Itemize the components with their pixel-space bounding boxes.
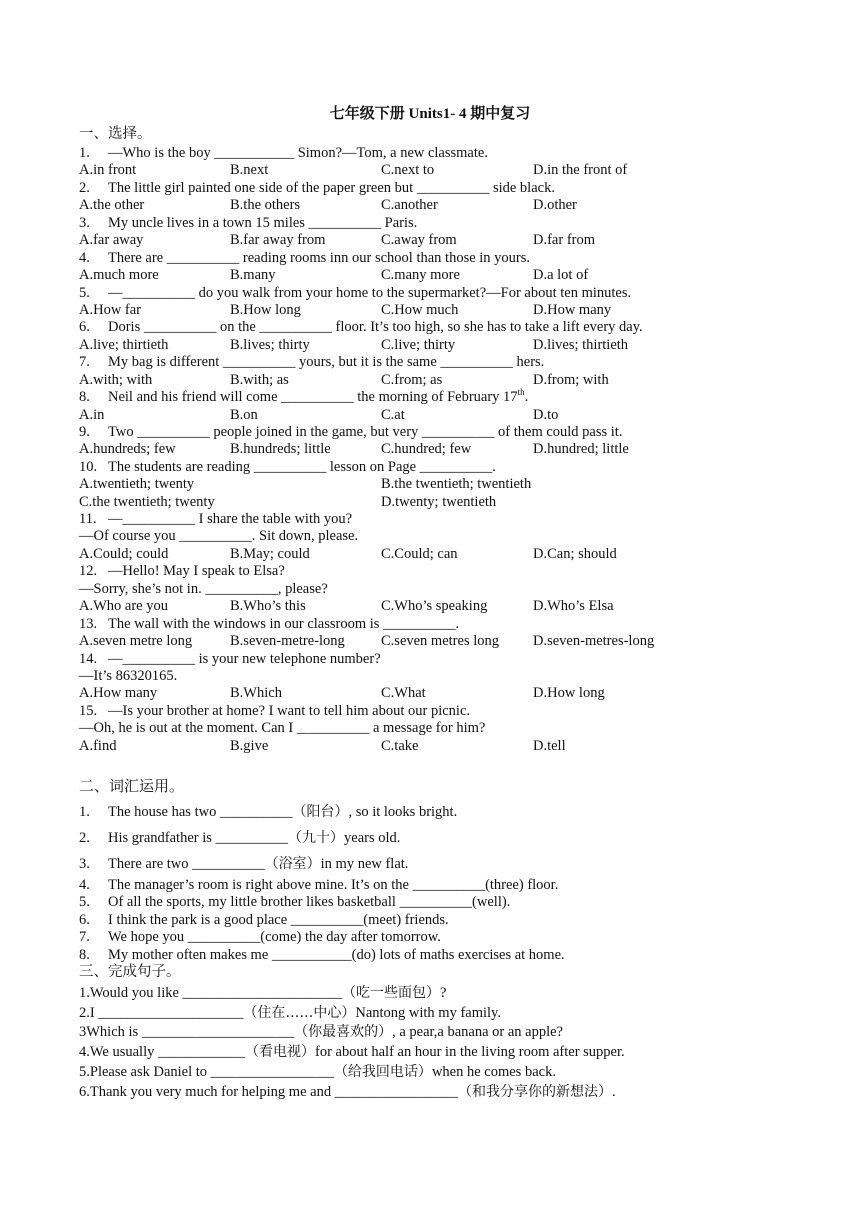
vocab-item-3: 3. There are two __________（浴室）in my new flat.	[79, 856, 409, 872]
option-c: C.seven metres long	[381, 633, 499, 649]
option-c: C.many more	[381, 267, 460, 283]
option-a: A.hundreds; few	[79, 441, 176, 457]
option-d: D.a lot of	[533, 267, 589, 283]
question-text: —__________ is your new telephone number?	[108, 651, 381, 667]
chinese-hint: （九十）	[288, 830, 345, 846]
vocab-item-2: 2. His grandfather is __________（九十）years old.	[79, 830, 401, 846]
option-d: D.tell	[533, 738, 566, 754]
option-b: B.on	[230, 407, 258, 423]
question-text: —__________ I share the table with you?	[108, 511, 353, 527]
question-2	[79, 180, 555, 197]
option-b: B.many	[230, 267, 276, 283]
question-13	[79, 616, 459, 633]
option-d: D.far from	[533, 232, 596, 248]
option-a: A.Who are you	[79, 598, 168, 614]
option-b: B.Which	[230, 685, 282, 701]
sentence-item-3: 3Which is _____________________（你最喜欢的）, a pear,a banana or an apple?	[79, 1024, 563, 1040]
question-text: My bag is different __________ yours, but it is the same __________ hers.	[108, 354, 545, 370]
option-d: D.in the front of	[533, 162, 628, 178]
worksheet-title: 七年级下册 Units1- 4 期中复习	[329, 106, 531, 122]
question-number: 9.	[79, 424, 90, 440]
question-text: Two __________ people joined in the game, but very __________ of them could pass it.	[108, 424, 623, 440]
question-text: The little girl painted one side of the paper green but __________ side black.	[108, 180, 555, 196]
question-11-reply: —Of course you __________. Sit down, please.	[79, 528, 359, 544]
question-number: 3.	[79, 215, 90, 231]
sentence-item-4: 4.We usually ____________（看电视）for about half an hour in the living room after supper.	[79, 1044, 625, 1060]
option-a: A.much more	[79, 267, 159, 283]
question-text: —Who is the boy ___________ Simon?—Tom, a new classmate.	[108, 145, 488, 161]
question-number: 10.	[79, 459, 98, 475]
chinese-hint: （住在……中心）	[243, 1005, 356, 1021]
option-c: C.at	[381, 407, 405, 423]
option-c: C.take	[381, 738, 419, 754]
option-d: D.from; with	[533, 372, 609, 388]
chinese-hint: （和我分享你的新想法）	[457, 1084, 612, 1100]
question-3	[79, 215, 417, 232]
question-15	[79, 703, 470, 720]
question-number: 2.	[79, 180, 90, 196]
question-5	[79, 285, 631, 302]
option-c: C.What	[381, 685, 426, 701]
vocab-item-1: 1. The house has two __________（阳台）, so it looks bright.	[79, 804, 458, 820]
question-12-reply: —Sorry, she’s not in. __________, please?	[79, 581, 328, 597]
question-text: —Hello! May I speak to Elsa?	[108, 563, 285, 579]
vocab-item-7: 7. We hope you __________(come) the day after tomorrow.	[79, 929, 441, 945]
question-number: 15.	[79, 703, 98, 719]
option-b: B.How long	[230, 302, 301, 318]
option-c: C.away from	[381, 232, 457, 248]
section3-heading: 三、完成句子。	[79, 964, 181, 980]
question-text: Doris __________ on the __________ floor. It’s too high, so she has to take a lift every day.	[108, 319, 643, 335]
option-d: D.Can; should	[533, 546, 617, 562]
question-number: 1.	[79, 145, 90, 161]
question-9	[79, 424, 622, 441]
chinese-hint: （浴室）	[264, 856, 321, 872]
option-b: B.the others	[230, 197, 301, 213]
vocab-item-6: 6. I think the park is a good place __________(meet) friends.	[79, 912, 449, 928]
question-text: —Is your brother at home? I want to tell him about our picnic.	[108, 703, 471, 719]
question-15-reply: —Oh, he is out at the moment. Can I __________ a message for him?	[79, 720, 486, 736]
question-6	[79, 319, 643, 336]
option-c: C.from; as	[381, 372, 443, 388]
option-d: D.twenty; twentieth	[381, 494, 497, 510]
option-a: A.seven metre long	[79, 633, 193, 649]
option-a: A.in front	[79, 162, 137, 178]
question-number: 7.	[79, 354, 90, 370]
option-d: D.to	[533, 407, 559, 423]
question-number: 14.	[79, 651, 98, 667]
question-14	[79, 651, 381, 668]
sentence-item-5: 5.Please ask Daniel to _________________（给我回电话）when he comes back.	[79, 1064, 556, 1080]
option-b: B.Who’s this	[230, 598, 306, 614]
option-a: A.twentieth; twenty	[79, 476, 195, 492]
vocab-item-4: 4. The manager’s room is right above mine. It’s on the __________(three) floor.	[79, 877, 559, 893]
option-b: B.hundreds; little	[230, 441, 331, 457]
question-text: My uncle lives in a town 15 miles __________ Paris.	[108, 215, 418, 231]
question-number: 4.	[79, 250, 90, 266]
question-10	[79, 459, 496, 476]
option-c: C.live; thirty	[381, 337, 456, 353]
option-a: A.with; with	[79, 372, 153, 388]
option-b: B.lives; thirty	[230, 337, 310, 353]
question-1	[79, 145, 488, 162]
option-a: A.in	[79, 407, 105, 423]
option-c: C.hundred; few	[381, 441, 472, 457]
option-a: A.the other	[79, 197, 145, 213]
vocab-item-5: 5. Of all the sports, my little brother likes basketball __________(well).	[79, 894, 511, 910]
option-b: B.far away from	[230, 232, 326, 248]
sentence-item-1: 1.Would you like ______________________（吃一些面包）?	[79, 985, 447, 1001]
option-c: C.Could; can	[381, 546, 458, 562]
option-c: C.Who’s speaking	[381, 598, 488, 614]
question-text: Neil and his friend will come __________ the morning of February 17	[108, 389, 518, 405]
option-d: D.lives; thirtieth	[533, 337, 629, 353]
option-c: C.the twentieth; twenty	[79, 494, 215, 510]
question-text: —__________ do you walk from your home to the supermarket?—For about ten minutes.	[108, 285, 632, 301]
question-number: 12.	[79, 563, 98, 579]
section1-heading: 一、选择。	[79, 126, 152, 142]
option-b: B.May; could	[230, 546, 310, 562]
option-a: A.How many	[79, 685, 158, 701]
option-d: D.How many	[533, 302, 612, 318]
option-c: C.How much	[381, 302, 459, 318]
chinese-hint: （给我回电话）	[333, 1064, 432, 1080]
question-8	[79, 389, 528, 406]
sentence-item-6: 6.Thank you very much for helping me and _________________（和我分享你的新想法）.	[79, 1084, 616, 1100]
question-4	[79, 250, 530, 267]
question-12	[79, 563, 285, 580]
question-text: The wall with the windows in our classroom is __________.	[108, 616, 460, 632]
question-number: 5.	[79, 285, 90, 301]
chinese-hint: （你最喜欢的）	[294, 1024, 393, 1040]
option-d: D.hundred; little	[533, 441, 629, 457]
option-a: A.live; thirtieth	[79, 337, 169, 353]
option-b: B.seven-metre-long	[230, 633, 345, 649]
option-b: B.next	[230, 162, 269, 178]
option-d: D.Who’s Elsa	[533, 598, 614, 614]
vocab-item-8: 8. My mother often makes me ___________(do) lots of maths exercises at home.	[79, 947, 565, 963]
option-a: A.How far	[79, 302, 142, 318]
question-14-reply: —It’s 86320165.	[79, 668, 178, 684]
question-number: 8.	[79, 389, 90, 405]
ordinal-suffix: th	[517, 387, 525, 398]
chinese-hint: （阳台）	[292, 804, 349, 820]
option-b: B.the twentieth; twentieth	[381, 476, 532, 492]
sentence-item-2: 2.I ____________________（住在……中心）Nantong with my family.	[79, 1005, 501, 1021]
chinese-hint: （吃一些面包）	[342, 985, 441, 1001]
option-b: B.give	[230, 738, 269, 754]
option-b: B.with; as	[230, 372, 289, 388]
question-text: There are __________ reading rooms inn our school than those in yours.	[108, 250, 531, 266]
chinese-hint: （看电视）	[244, 1044, 315, 1060]
option-d: D.How long	[533, 685, 605, 701]
option-d: D.other	[533, 197, 577, 213]
option-c: C.another	[381, 197, 438, 213]
option-a: A.find	[79, 738, 117, 754]
option-c: C.next to	[381, 162, 435, 178]
question-number: 13.	[79, 616, 98, 632]
option-d: D.seven-metres-long	[533, 633, 655, 649]
option-a: A.far away	[79, 232, 144, 248]
question-text: The students are reading __________ lesson on Page __________.	[108, 459, 496, 475]
question-7	[79, 354, 544, 371]
question-text-end: .	[524, 389, 529, 405]
section2-heading: 二、词汇运用。	[79, 777, 185, 795]
question-number: 11.	[79, 511, 97, 527]
option-a: A.Could; could	[79, 546, 169, 562]
question-11	[79, 511, 352, 528]
question-number: 6.	[79, 319, 90, 335]
